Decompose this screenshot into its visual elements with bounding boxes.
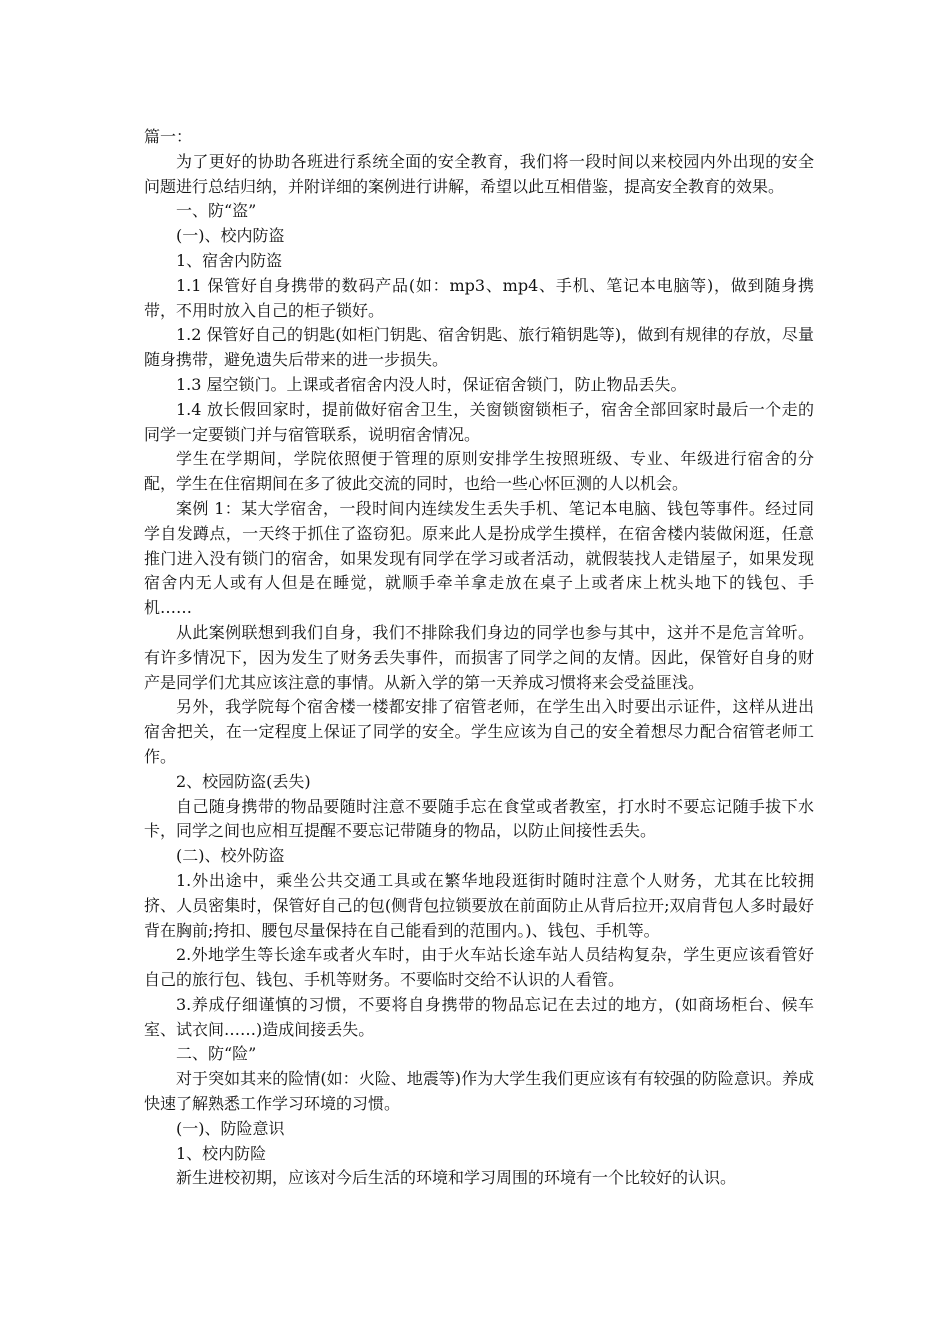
paragraph-campus-loss: 自己随身携带的物品要随时注意不要随手忘在食堂或者教室，打水时不要忘记随手拔下水卡，同学之间也应相互提醒不要忘记带随身的物品，以防止间接性丢失。 <box>144 796 814 841</box>
intro-paragraph: 为了更好的协助各班进行系统全面的安全教育，我们将一段时间以来校园内外出现的安全问题进行总结归纳，并附详细的案例进行讲解，希望以此互相借鉴，提高安全教育的效果。 <box>144 151 814 196</box>
subheading-offcampus-theft: (二)、校外防盗 <box>176 846 285 866</box>
paragraph-1-3: 1.3 屋空锁门。上课或者宿舍内没人时，保证宿舍锁门，防止物品丢失。 <box>176 374 687 394</box>
subheading-campus-loss: 2、校园防盗(丢失) <box>176 771 311 791</box>
paragraph-dorm-manager: 另外，我学院每个宿舍楼一楼都安排了宿管老师，在学生出入时要出示证件，这样从进出宿舍把关，在一定程度上保证了同学的安全。学生应该为自己的安全着想尽力配合宿管老师工作。 <box>144 697 814 766</box>
heading-anti-danger: 二、防“险” <box>176 1044 257 1064</box>
heading-anti-theft: 一、防“盗” <box>176 201 257 221</box>
paragraph-case-reflection: 从此案例联想到我们自身，我们不排除我们身边的同学也参与其中，这并不是危言耸听。有许多情况下，因为发生了财务丢失事件，而损害了同学之间的友情。因此，保管好自身的财产是同学们尤其应该注意的事情。从新入学的第一天养成习惯将来会受益匪浅。 <box>144 622 814 692</box>
subheading-campus-danger: 1、校内防险 <box>176 1143 267 1163</box>
document-page <box>144 125 814 1191</box>
paragraph-offcampus-2: 2.外地学生等长途车或者火车时，由于火车站长途车站人员结构复杂，学生更应该看管好自己的旅行包、钱包、手机等财务。不要临时交给不认识的人看管。 <box>144 945 814 990</box>
paragraph-1-4: 1.4 放长假回家时，提前做好宿舍卫生，关窗锁窗锁柜子，宿舍全部回家时最后一个走的同学一定要锁门并与宿管联系，说明宿舍情况。 <box>144 399 814 444</box>
paragraph-1-2: 1.2 保管好自己的钥匙(如柜门钥匙、宿舍钥匙、旅行箱钥匙等)，做到有规律的存放，尽量随身携带，避免遗失后带来的进一步损失。 <box>144 325 814 370</box>
paragraph-case-1: 案例 1：某大学宿舍，一段时间内连续发生丢失手机、笔记本电脑、钱包等事件。经过同学自发蹲点，一天终于抓住了盗窃犯。原来此人是扮成学生摸样，在宿舍楼内装做闲逛，任意推门进入没有锁门的宿舍，如果发现有同学在学习或者活动，就假装找人走错屋子，如果发现宿舍内无人或有人但是在睡觉，就顺手牵羊拿走放在桌子上或者床上枕头地下的钱包、手机…… <box>144 498 814 618</box>
paragraph-1-1: 1.1 保管好自身携带的数码产品(如：mp3、mp4、手机、笔记本电脑等)，做到随身携带，不用时放入自己的柜子锁好。 <box>144 275 814 320</box>
paragraph-danger-awareness: 对于突如其来的险情(如：火险、地震等)作为大学生我们更应该有有较强的防险意识。养成快速了解熟悉工作学习环境的习惯。 <box>144 1069 814 1114</box>
paragraph-offcampus-1: 1.外出途中，乘坐公共交通工具或在繁华地段逛街时随时注意个人财务，尤其在比较拥挤、人员密集时，保管好自己的包(侧背包拉锁要放在前面防止从背后拉开;双肩背包人多时最好背在胸前;挎扣、腰包尽量保持在自己能看到的范围内。)、钱包、手机等。 <box>144 870 814 940</box>
subheading-danger-awareness: (一)、防险意识 <box>176 1118 285 1138</box>
paragraph-dorm-allocation: 学生在学期间，学院依照便于管理的原则安排学生按照班级、专业、年级进行宿舍的分配，学生在住宿期间在多了彼此交流的同时，也给一些心怀叵测的人以机会。 <box>144 449 814 494</box>
paragraph-offcampus-3: 3.养成仔细谨慎的习惯，不要将自身携带的物品忘记在去过的地方，(如商场柜台、候车室、试衣间……)造成间接丢失。 <box>144 994 814 1039</box>
paragraph-new-students: 新生进校初期，应该对今后生活的环境和学习周围的环境有一个比较好的认识。 <box>176 1168 737 1188</box>
subheading-campus-theft: (一)、校内防盗 <box>176 226 285 246</box>
section-heading: 篇一： <box>144 127 193 146</box>
subheading-dorm-theft: 1、宿舍内防盗 <box>176 250 283 270</box>
